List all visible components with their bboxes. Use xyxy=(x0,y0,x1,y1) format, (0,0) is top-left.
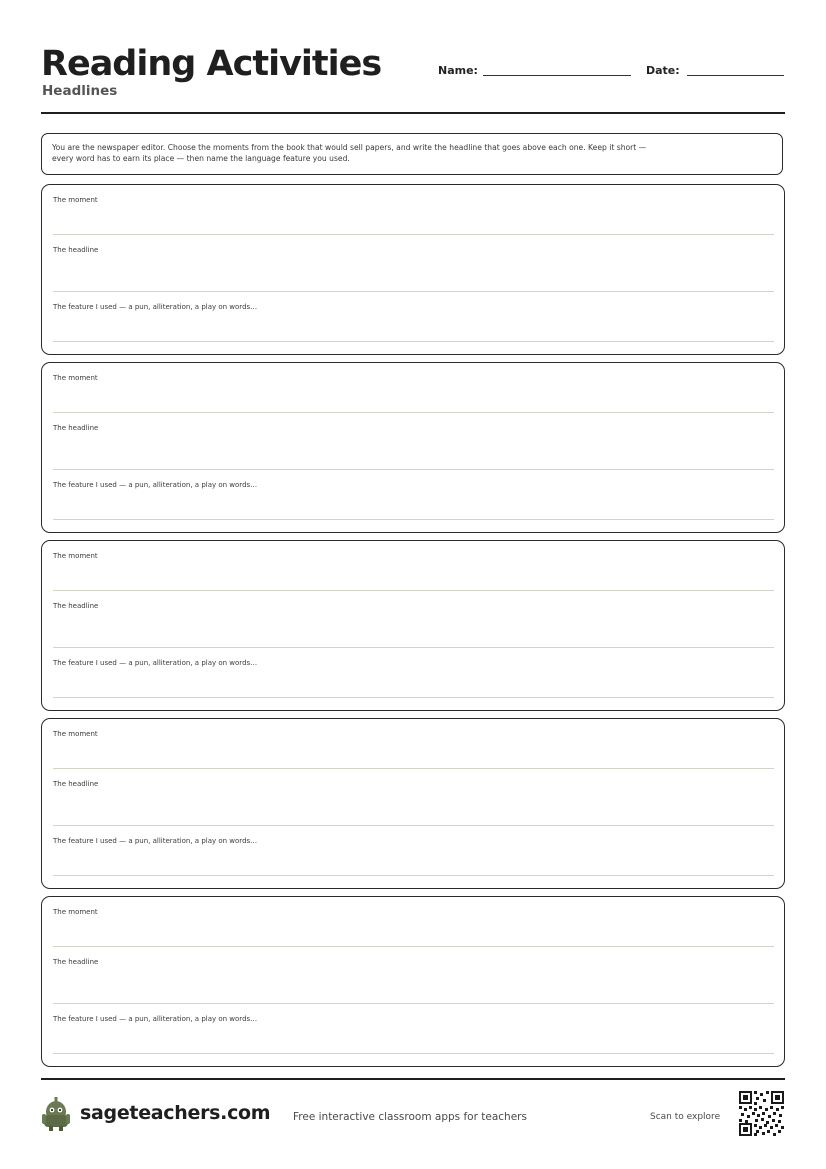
feature-write-line[interactable] xyxy=(53,1053,774,1054)
feature-label: The feature I used — a pun, alliteration, a play on words… xyxy=(53,481,258,489)
headline-card xyxy=(41,718,785,889)
headline-label: The headline xyxy=(53,602,99,610)
page-subtitle: Headlines xyxy=(42,83,118,99)
headline-label: The headline xyxy=(53,424,99,432)
qr-code-icon[interactable] xyxy=(739,1091,784,1136)
moment-label: The moment xyxy=(53,374,98,382)
headline-label: The headline xyxy=(53,780,99,788)
moment-write-line[interactable] xyxy=(53,946,774,947)
scan-prompt: Scan to explore xyxy=(650,1112,721,1122)
headline-label: The headline xyxy=(53,958,99,966)
moment-write-line[interactable] xyxy=(53,768,774,769)
robot-mascot-icon xyxy=(42,1097,70,1131)
moment-write-line[interactable] xyxy=(53,234,774,235)
feature-label: The feature I used — a pun, alliteration, a play on words… xyxy=(53,837,258,845)
feature-write-line[interactable] xyxy=(53,341,774,342)
date-field[interactable] xyxy=(687,75,784,76)
headline-write-line[interactable] xyxy=(53,291,774,292)
feature-write-line[interactable] xyxy=(53,519,774,520)
moment-label: The moment xyxy=(53,552,98,560)
headline-label: The headline xyxy=(53,246,99,254)
feature-label: The feature I used — a pun, alliteration, a play on words… xyxy=(53,659,258,667)
headline-card xyxy=(41,540,785,711)
headline-write-line[interactable] xyxy=(53,647,774,648)
headline-write-line[interactable] xyxy=(53,825,774,826)
moment-label: The moment xyxy=(53,908,98,916)
headline-card xyxy=(41,896,785,1067)
feature-label: The feature I used — a pun, alliteration, a play on words… xyxy=(53,1015,258,1023)
moment-label: The moment xyxy=(53,196,98,204)
instructions-box xyxy=(41,133,783,175)
page-title: Reading Activities xyxy=(41,44,382,84)
headline-card xyxy=(41,184,785,355)
date-label: Date: xyxy=(646,64,680,77)
feature-write-line[interactable] xyxy=(53,697,774,698)
headline-write-line[interactable] xyxy=(53,1003,774,1004)
instructions-line-2: every word has to earn its place — then name the language feature you used. xyxy=(52,154,350,163)
footer-divider xyxy=(41,1078,785,1080)
header-divider xyxy=(41,112,785,114)
instructions-line-1: You are the newspaper editor. Choose the moments from the book that would sell papers, and write the headline that goes above each one. Keep it short — xyxy=(52,143,647,152)
name-field[interactable] xyxy=(483,75,631,76)
feature-label: The feature I used — a pun, alliteration, a play on words… xyxy=(53,303,258,311)
moment-label: The moment xyxy=(53,730,98,738)
headline-card xyxy=(41,362,785,533)
moment-write-line[interactable] xyxy=(53,590,774,591)
headline-write-line[interactable] xyxy=(53,469,774,470)
footer-tagline: Free interactive classroom apps for teachers xyxy=(293,1111,527,1123)
moment-write-line[interactable] xyxy=(53,412,774,413)
feature-write-line[interactable] xyxy=(53,875,774,876)
name-label: Name: xyxy=(438,64,478,77)
brand-name: sageteachers.com xyxy=(80,1102,271,1124)
